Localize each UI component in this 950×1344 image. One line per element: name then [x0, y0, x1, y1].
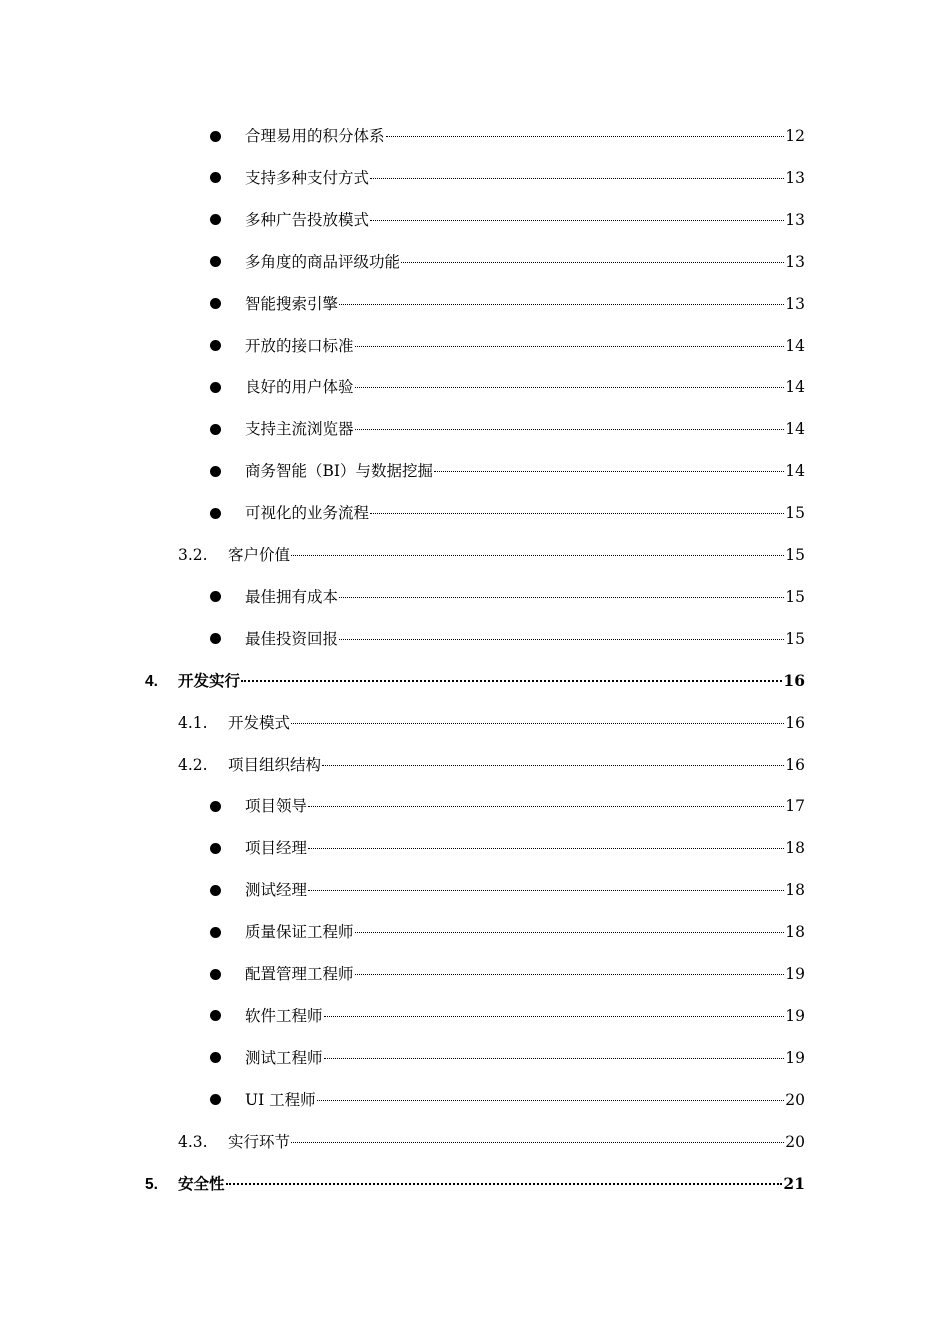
toc-entry-page-number: 15: [785, 504, 805, 523]
toc-entry[interactable]: [210, 1088, 805, 1112]
bullet-icon: [210, 1094, 221, 1105]
toc-entry-page-number: 15: [785, 546, 805, 564]
bullet-icon: [210, 214, 221, 225]
dot-leader: [355, 429, 785, 430]
bullet-icon: [210, 927, 221, 938]
toc-entry-title: 良好的用户体验: [245, 378, 354, 397]
toc-entry-page-number: 20: [785, 1090, 805, 1109]
toc-entry[interactable]: [210, 501, 805, 525]
bullet-icon: [210, 801, 221, 812]
toc-entry[interactable]: [210, 250, 805, 274]
dot-leader: [324, 1016, 785, 1017]
toc-entry-title: 测试经理: [245, 881, 308, 900]
toc-entry-page-number: 16: [783, 670, 805, 690]
toc-entry-title: UI 工程师: [245, 1090, 316, 1109]
dot-leader: [324, 1058, 785, 1059]
toc-entry-page-number: 18: [785, 923, 805, 942]
dot-leader: [355, 387, 785, 388]
toc-entry-number: 4.: [145, 672, 158, 690]
dot-leader: [291, 1142, 784, 1143]
toc-entry[interactable]: [210, 375, 805, 399]
toc-entry-page-number: 21: [783, 1173, 805, 1193]
toc-entry-title: 配置管理工程师: [245, 965, 354, 983]
toc-entry[interactable]: [145, 1172, 805, 1196]
bullet-icon: [210, 591, 221, 602]
dot-leader: [355, 932, 785, 933]
toc-entry[interactable]: [210, 962, 805, 986]
toc-entry-title: 开发实行: [178, 670, 241, 690]
toc-entry-page-number: 14: [785, 378, 805, 397]
toc-entry-title: 客户价值: [228, 546, 291, 564]
bullet-icon: [210, 969, 221, 980]
toc-entry[interactable]: [178, 543, 805, 567]
bullet-icon: [210, 466, 221, 477]
bullet-icon: [210, 885, 221, 896]
bullet-icon: [210, 340, 221, 351]
toc-entry[interactable]: [210, 292, 805, 316]
dot-leader: [339, 639, 784, 640]
toc-entry-number: 4.3.: [178, 1132, 208, 1151]
dot-leader: [370, 513, 784, 514]
toc-entry-page-number: 19: [785, 1006, 805, 1025]
toc-entry[interactable]: [210, 920, 805, 944]
toc-entry-page-number: 16: [785, 755, 805, 774]
dot-leader: [308, 848, 784, 849]
toc-entry[interactable]: [178, 711, 805, 735]
toc-entry-page-number: 16: [785, 713, 805, 732]
dot-leader: [339, 304, 784, 305]
toc-entry[interactable]: [210, 1004, 805, 1028]
bullet-icon: [210, 424, 221, 435]
bullet-icon: [210, 633, 221, 644]
dot-leader: [308, 890, 784, 891]
toc-entry[interactable]: [210, 166, 805, 190]
toc-entry-page-number: 20: [785, 1132, 805, 1151]
toc-entry-title: 软件工程师: [245, 1006, 323, 1025]
toc-entry[interactable]: [145, 669, 805, 693]
bullet-icon: [210, 508, 221, 519]
toc-entry-title: 支持主流浏览器: [245, 420, 354, 439]
toc-entry[interactable]: [210, 794, 805, 818]
bullet-icon: [210, 1010, 221, 1021]
toc-entry[interactable]: [210, 208, 805, 232]
dot-leader: [317, 1100, 785, 1101]
toc-entry-number: 4.2.: [178, 755, 208, 774]
bullet-icon: [210, 172, 221, 183]
toc-entry-page-number: 19: [785, 1048, 805, 1067]
toc-entry-title: 项目经理: [245, 839, 308, 858]
toc-entry-title: 智能搜索引擎: [245, 294, 339, 313]
toc-entry-title: 安全性: [178, 1173, 225, 1193]
toc-entry-title: 实行环节: [228, 1132, 291, 1151]
toc-entry-page-number: 15: [785, 629, 805, 648]
toc-entry[interactable]: [178, 753, 805, 777]
toc-entry-number: 4.1.: [178, 713, 208, 732]
toc-entry-number: 5.: [145, 1175, 158, 1193]
toc-entry-title: 开发模式: [228, 713, 291, 732]
toc-entry[interactable]: [210, 878, 805, 902]
toc-entry-page-number: 13: [785, 210, 805, 229]
toc-entry-page-number: 14: [785, 462, 805, 481]
dot-leader: [291, 723, 784, 724]
dot-leader: [355, 346, 785, 347]
dot-leader: [226, 1183, 783, 1185]
toc-entry-title: 合理易用的积分体系: [245, 127, 385, 145]
toc-entry-title: 支持多种支付方式: [245, 168, 370, 187]
dot-leader: [291, 555, 784, 556]
toc-entry-title: 质量保证工程师: [245, 923, 354, 942]
toc-entry-page-number: 14: [785, 336, 805, 355]
toc-entry-page-number: 13: [785, 294, 805, 313]
dot-leader: [339, 597, 784, 598]
dot-leader: [370, 220, 784, 221]
toc-entry-page-number: 13: [785, 168, 805, 187]
bullet-icon: [210, 256, 221, 267]
bullet-icon: [210, 382, 221, 393]
toc-entry-title: 项目组织结构: [228, 755, 322, 774]
dot-leader: [241, 680, 782, 682]
toc-entry[interactable]: [210, 836, 805, 860]
bullet-icon: [210, 843, 221, 854]
toc-entry-title: 商务智能（BI）与数据挖掘: [245, 462, 434, 481]
toc-entry[interactable]: [178, 1130, 805, 1154]
dot-leader: [386, 136, 785, 137]
toc-entry-title: 测试工程师: [245, 1048, 323, 1067]
toc-entry-page-number: 15: [785, 587, 805, 606]
toc-entry-title: 最佳拥有成本: [245, 587, 339, 606]
toc-entry-page-number: 13: [785, 252, 805, 271]
dot-leader: [401, 262, 784, 263]
toc-entry-title: 多种广告投放模式: [245, 210, 370, 229]
toc-entry-title: 可视化的业务流程: [245, 504, 370, 523]
dot-leader: [370, 178, 784, 179]
toc-entry[interactable]: [210, 334, 805, 358]
dot-leader: [355, 974, 785, 975]
toc-entry-title: 多角度的商品评级功能: [245, 252, 401, 271]
toc-entry-page-number: 18: [785, 839, 805, 858]
toc-entry-page-number: 18: [785, 881, 805, 900]
toc-entry-page-number: 14: [785, 420, 805, 439]
bullet-icon: [210, 298, 221, 309]
toc-entry[interactable]: [210, 459, 805, 483]
toc-entry-page-number: 12: [785, 127, 805, 145]
toc-entry-title: 项目领导: [245, 797, 308, 816]
toc-entry[interactable]: [210, 627, 805, 651]
toc-entry-title: 开放的接口标准: [245, 336, 354, 355]
toc-entry-title: 最佳投资回报: [245, 629, 339, 648]
toc-entry-page-number: 19: [785, 965, 805, 983]
toc-entry-page-number: 17: [785, 797, 805, 816]
toc-entry[interactable]: [210, 417, 805, 441]
bullet-icon: [210, 131, 221, 142]
dot-leader: [308, 806, 784, 807]
dot-leader: [434, 471, 784, 472]
toc-entry[interactable]: [210, 124, 805, 148]
dot-leader: [322, 765, 784, 766]
bullet-icon: [210, 1052, 221, 1063]
toc-entry[interactable]: [210, 1046, 805, 1070]
toc-entry-number: 3.2.: [178, 546, 208, 564]
toc-entry[interactable]: [210, 585, 805, 609]
